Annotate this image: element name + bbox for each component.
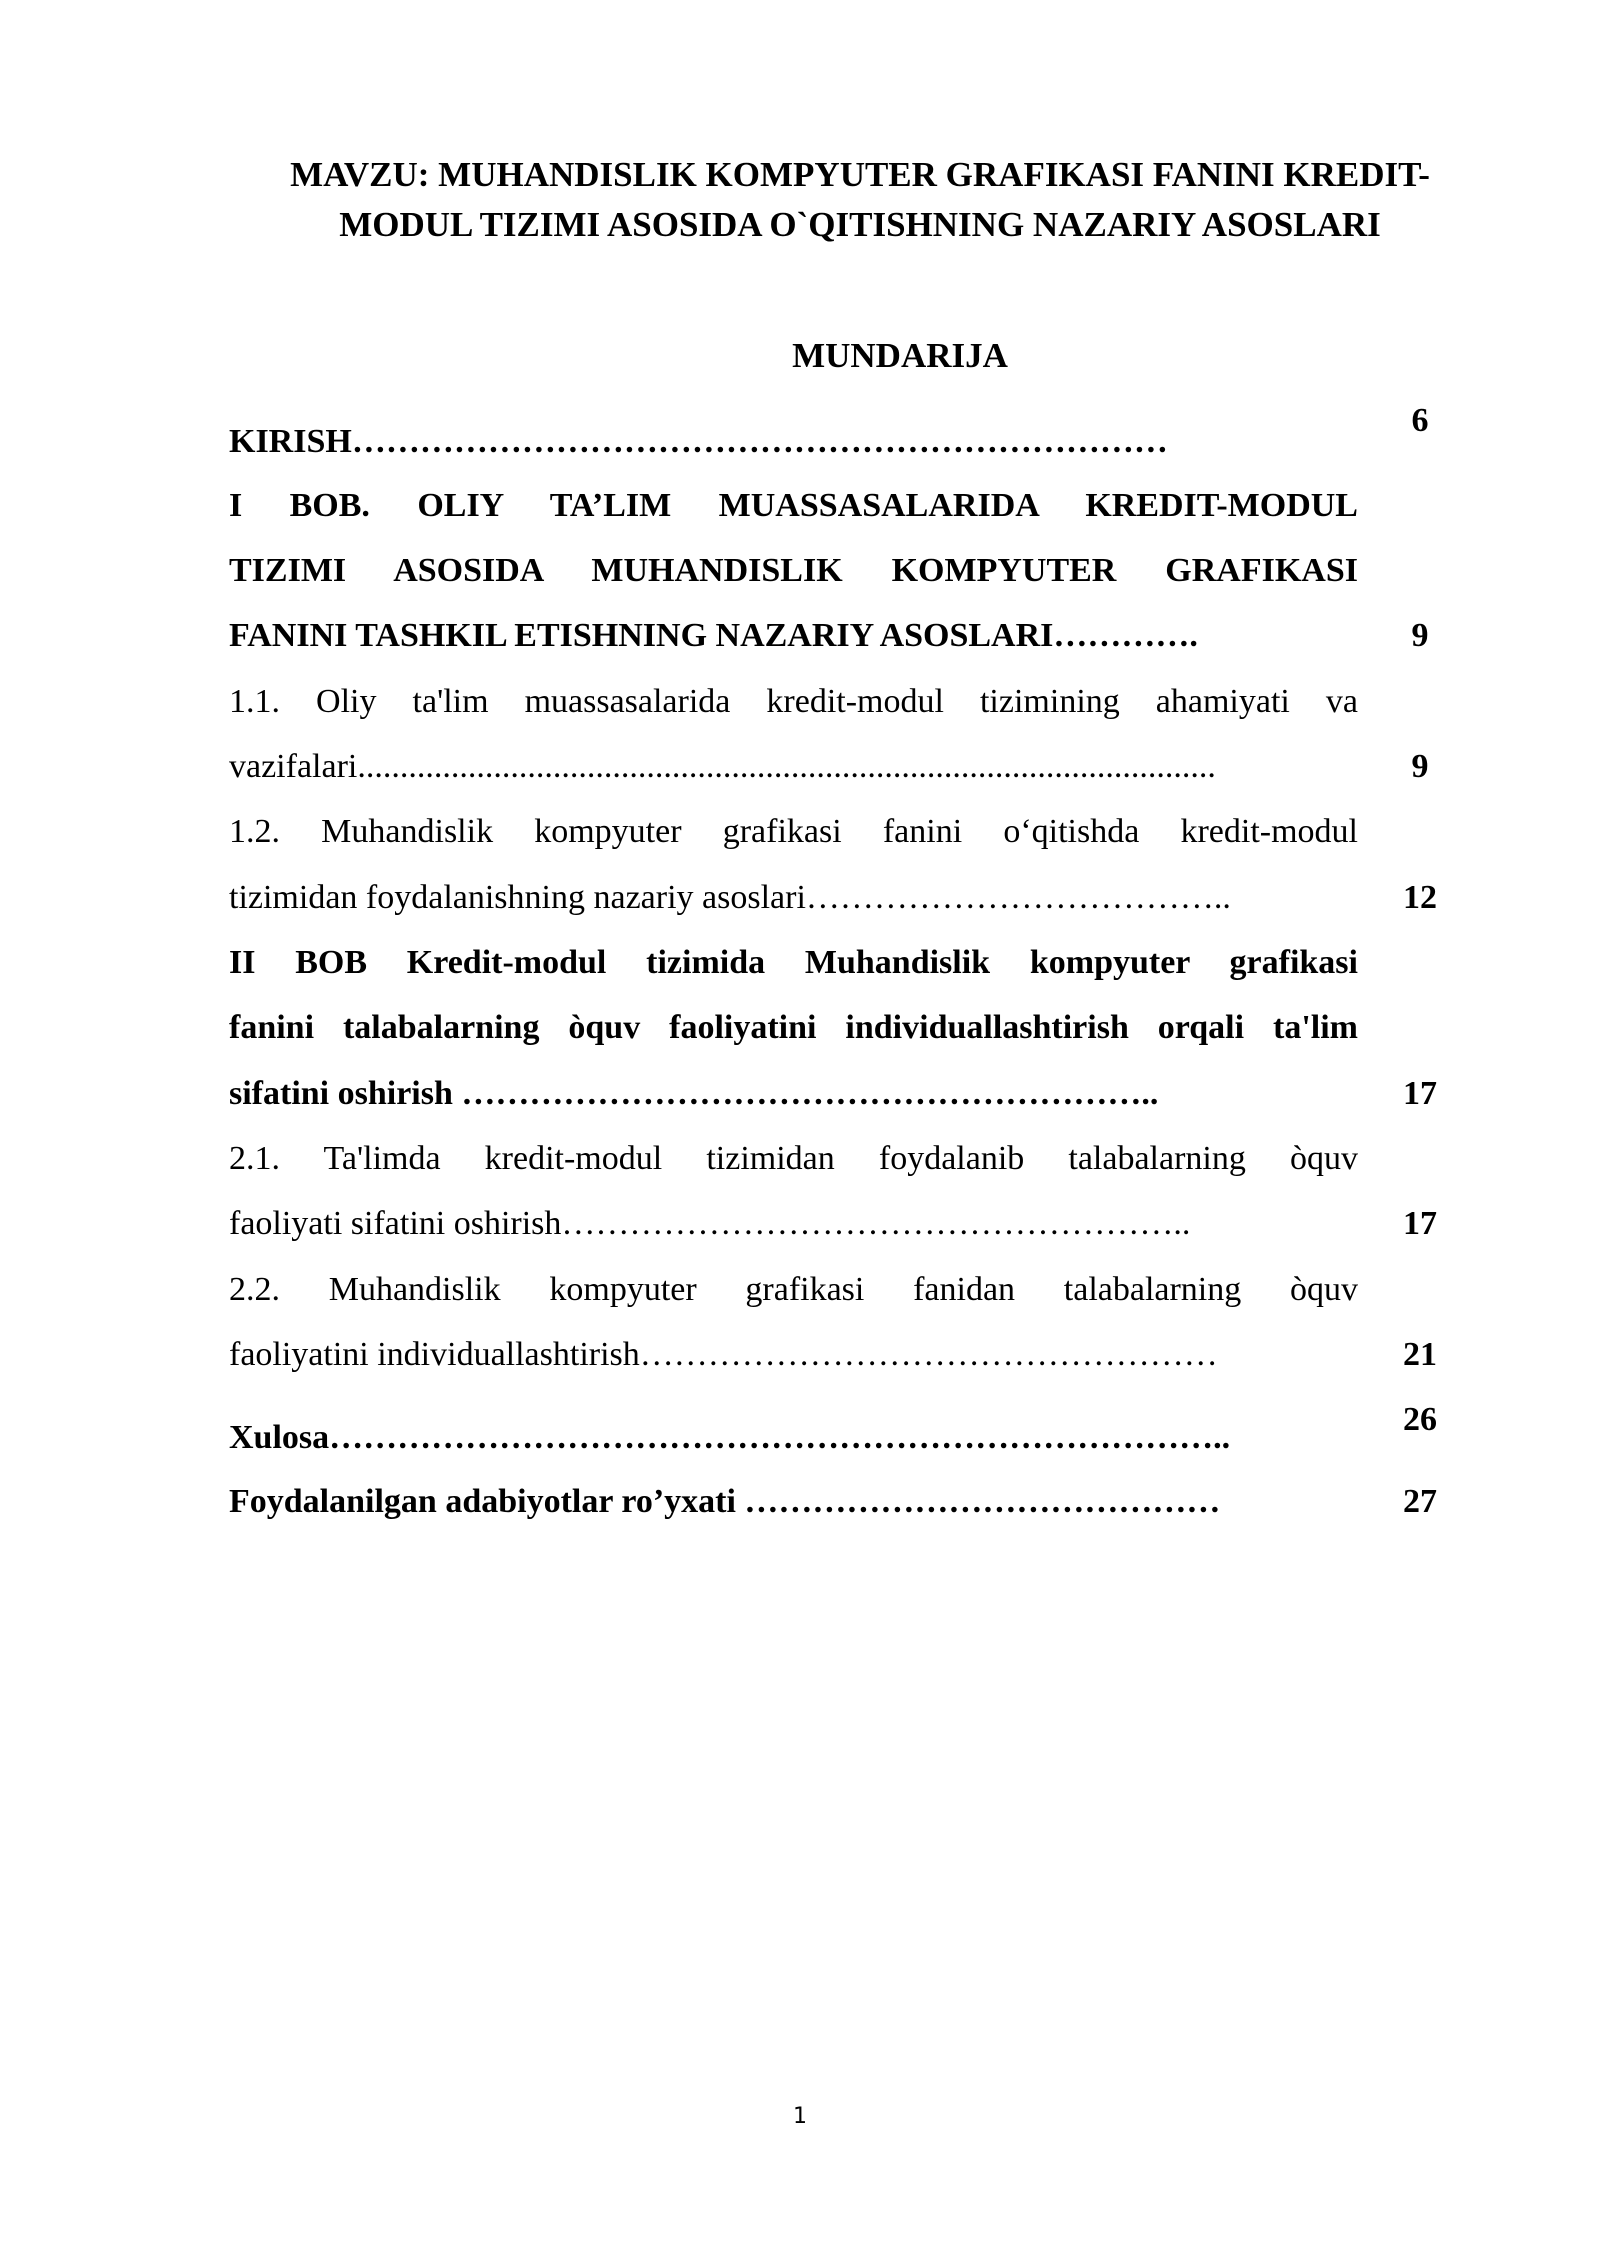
toc-page-1-2: 12	[1403, 879, 1437, 916]
document-title	[180, 150, 1540, 250]
toc-entry-1-2-line1: 1.2. Muhandislik kompyuter grafikasi fanini o‘qitishda kredit-modul	[229, 813, 1358, 850]
toc-entry-2-1-line1: 2.1. Ta'limda kredit-modul tizimidan foydalanib talabalarning òquv	[229, 1140, 1358, 1177]
title-line-1: MAVZU: MUHANDISLIK KOMPYUTER GRAFIKASI FANINI KREDIT-	[290, 155, 1430, 194]
title-line-2: MODUL TIZIMI ASOSIDA O`QITISHNING NAZARIY ASOSLARI	[339, 205, 1381, 244]
toc-page-bob1: 9	[1411, 617, 1429, 654]
toc-entry-bob2-line2: fanini talabalarning òquv faoliyatini individuallashtirish orqali ta'lim	[229, 1009, 1358, 1046]
toc-entry-1-2-line2: tizimidan foydalanishning nazariy asoslari………………………………..	[229, 879, 1231, 916]
toc-page-2-1: 17	[1403, 1205, 1437, 1242]
toc-entry-bob2-line1: II BOB Kredit-modul tizimida Muhandislik kompyuter grafikasi	[229, 944, 1358, 981]
toc-entry-2-2-line2: faoliyatini individuallashtirish……………………………………………	[229, 1336, 1218, 1373]
toc-entry-1-1-line2: vazifalari.....................................................................................................	[229, 748, 1216, 785]
toc-entry-1-1-line1: 1.1. Oliy ta'lim muassasalarida kredit-modul tizimining ahamiyati va	[229, 683, 1358, 720]
toc-entry-bob1-line2: TIZIMI ASOSIDA MUHANDISLIK KOMPYUTER GRAFIKASI	[229, 552, 1358, 589]
toc-entry-bob2-line3: sifatini oshirish ……………………………………………………..	[229, 1075, 1159, 1112]
toc-entry-xulosa: Xulosa……………………………………………………………………..	[229, 1419, 1231, 1456]
toc-heading: MUNDARIJA	[792, 336, 1008, 375]
toc-entry-2-1-line2: faoliyati sifatini oshirish………………………………………………..	[229, 1205, 1191, 1242]
toc-page-xulosa: 26	[1403, 1401, 1437, 1438]
toc-entry-kirish: KIRISH………………………………………………………………	[229, 423, 1168, 460]
toc-entry-bob1-line3: FANINI TASHKIL ETISHNING NAZARIY ASOSLARI………….	[229, 617, 1198, 654]
toc-page-2-2: 21	[1403, 1336, 1437, 1373]
toc-page-1-1: 9	[1411, 748, 1429, 785]
toc-entry-2-2-line1: 2.2. Muhandislik kompyuter grafikasi fanidan talabalarning òquv	[229, 1271, 1358, 1308]
toc-page-bob2: 17	[1403, 1075, 1437, 1112]
toc-page-adabiyotlar: 27	[1403, 1483, 1437, 1520]
toc-entry-bob1-line1: I BOB. OLIY TA’LIM MUASSASALARIDA KREDIT-MODUL	[229, 487, 1358, 524]
toc-entry-adabiyotlar: Foydalanilgan adabiyotlar ro’yxati ……………………………………	[229, 1483, 1221, 1520]
page-number: 1	[793, 2104, 807, 2129]
toc-page-kirish: 6	[1411, 402, 1429, 439]
